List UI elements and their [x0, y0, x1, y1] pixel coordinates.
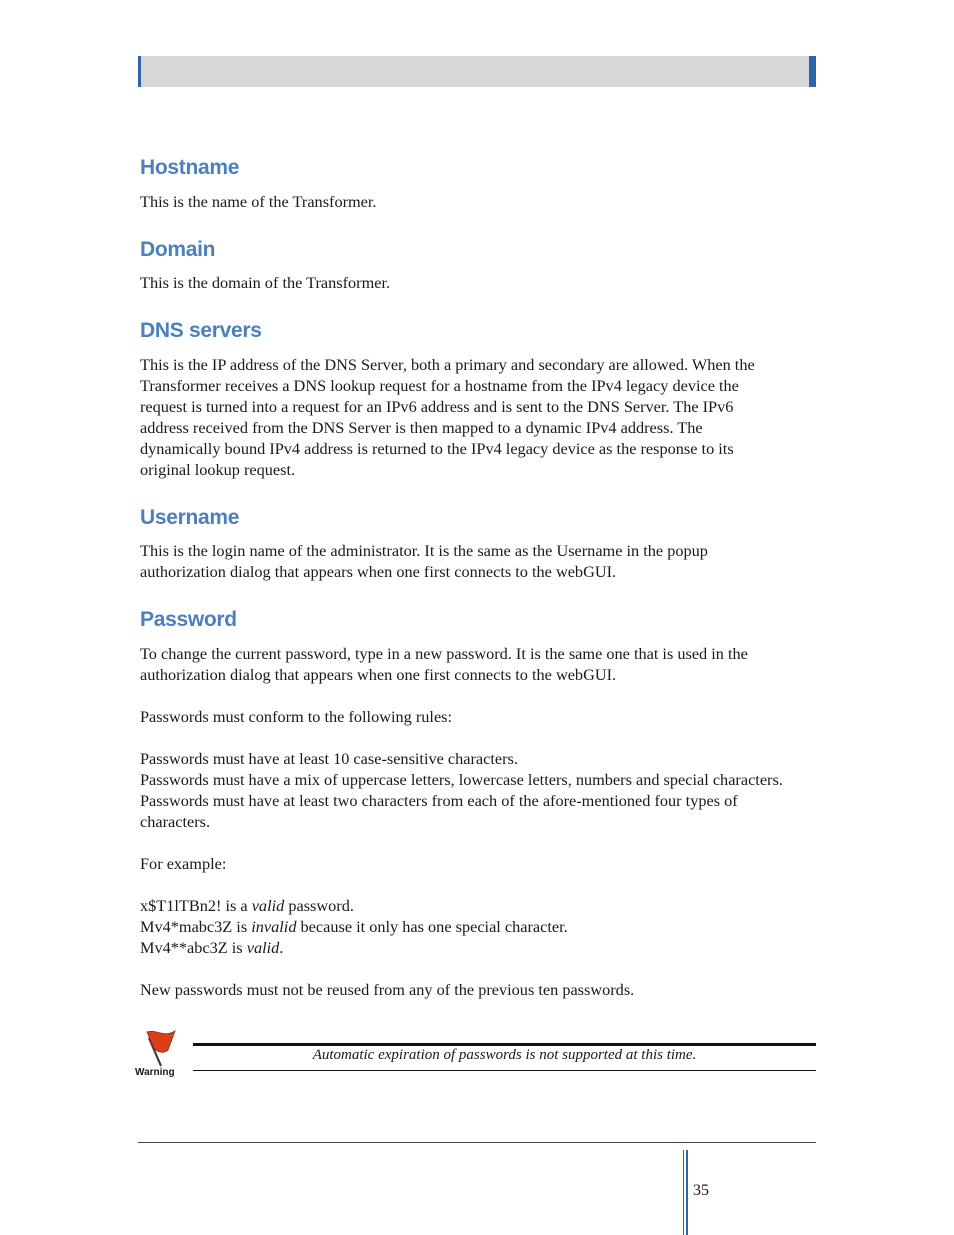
password-paragraph [140, 643, 783, 1000]
example-text: because it only has one special character. [296, 917, 568, 936]
example-verdict: invalid [251, 917, 297, 936]
warning-label: Warning [135, 1067, 175, 1078]
chapter-title: WEBGUI SYSTEM [507, 4, 808, 27]
paragraph-line: To change the current password, type in a new password. It is the same one that is used in the [140, 644, 748, 663]
page-number-rule [686, 1150, 688, 1235]
username-heading: Username [140, 506, 240, 529]
example-intro: For example: [140, 854, 227, 873]
rule-line: Passwords must have a mix of uppercase letters, lowercase letters, numbers and special characters. [140, 770, 783, 789]
example-line [140, 895, 783, 916]
example-verdict: valid [251, 896, 285, 915]
example-verdict: valid [246, 938, 280, 957]
footer-rule [138, 1142, 816, 1143]
example-text: x$T1lTBn2! is a [140, 896, 252, 915]
paragraph-line: This is the login name of the administrator. It is the same as the Username in the popup [140, 541, 708, 560]
example-text: Mv4*mabc3Z is [140, 917, 252, 936]
example-text: Mv4**abc3Z is [140, 938, 247, 957]
note-top-rule [193, 1043, 816, 1046]
example-line [140, 937, 783, 958]
paragraph-line: address received from the DNS Server is then mapped to a dynamic IPv4 address. The [140, 418, 703, 437]
dns-servers-paragraph [140, 354, 755, 480]
header-left-rule [138, 56, 141, 87]
password-heading: Password [140, 608, 237, 631]
page-number-rule [683, 1150, 684, 1235]
paragraph-line: Transformer receives a DNS lookup request for a hostname from the IPv4 legacy device the [140, 376, 739, 395]
hostname-heading: Hostname [140, 156, 240, 179]
rule-line: Passwords must have at least two characters from each of the afore-mentioned four types of [140, 791, 738, 810]
paragraph-line: authorization dialog that appears when one first connects to the webGUI. [140, 665, 617, 684]
section-header-bar [138, 56, 816, 87]
example-text: password. [284, 896, 354, 915]
warning-note-text: Automatic expiration of passwords is not supported at this time. [312, 1047, 697, 1063]
paragraph-line: This is the IP address of the DNS Server, both a primary and secondary are allowed. When the [140, 355, 755, 374]
example-text: . [279, 938, 284, 957]
username-paragraph [140, 540, 708, 582]
paragraph-line: authorization dialog that appears when one first connects to the webGUI. [140, 562, 617, 581]
domain-heading: Domain [140, 238, 216, 261]
hostname-text: This is the name of the Transformer. [140, 192, 377, 211]
paragraph-line: dynamically bound IPv4 address is returned to the IPv4 legacy device as the response to its [140, 439, 734, 458]
section-label: SECTION 8 [142, 4, 338, 27]
rules-intro: Passwords must conform to the following rules: [140, 707, 453, 726]
page-number: 35 [693, 1182, 709, 1199]
domain-text: This is the domain of the Transformer. [140, 273, 391, 292]
paragraph-line: request is turned into a request for an IPv6 address and is sent to the DNS Server. The IPv6 [140, 397, 734, 416]
reuse-rule: New passwords must not be reused from any of the previous ten passwords. [140, 980, 635, 999]
example-line [140, 916, 783, 937]
header-right-rule [809, 56, 816, 87]
paragraph-line: original lookup request. [140, 460, 296, 479]
dns-servers-heading: DNS servers [140, 319, 262, 342]
note-bottom-rule [193, 1070, 816, 1071]
rule-line: Passwords must have at least 10 case-sensitive characters. [140, 749, 518, 768]
rule-line: characters. [140, 812, 211, 831]
